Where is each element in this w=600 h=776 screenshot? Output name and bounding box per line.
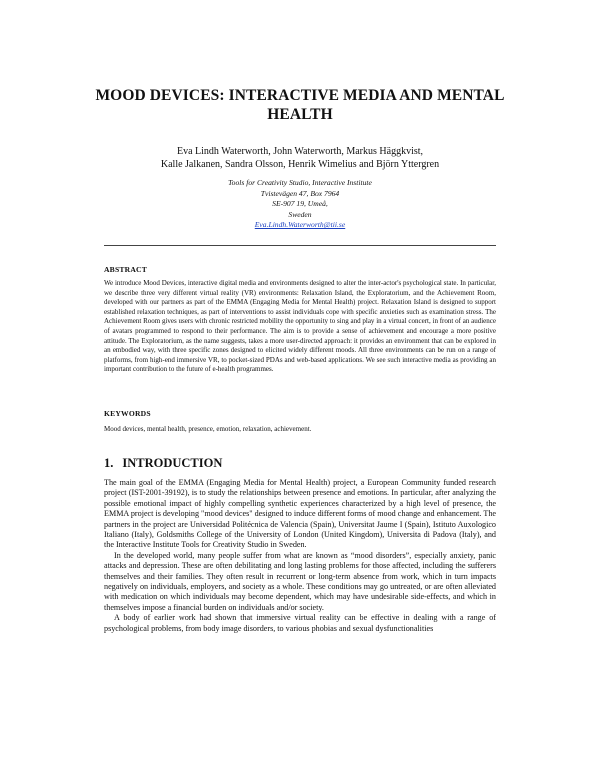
body-paragraph: In the developed world, many people suffer from what are known as “mood disorders”, especially anxiety, panic attacks and depression. These are often debilitating and long lasting problems for those affected, including the sufferers themselves and their families. They often result in recurrent or long-term absence from work, which in turn impacts negatively on individuals, employers, and society as a whole. These conditions may go untreated, or are often alleviated with medication on which individuals may become dependent, which may have undesirable side-effects, and which in themselves impose a financial burden on individuals and/or society.	[104, 550, 496, 612]
section-number: 1.	[104, 456, 114, 470]
paper-title	[60, 86, 540, 124]
abstract-text: We introduce Mood Devices, interactive digital media and environments designed to alter the inter-actor's psychological state. In particular, we describe three very different virtual reality (VR) environments: Relaxation Island, the Exploratorium, and the Achievement Room, developed with our partners as part of the EMMA (Engaging Media for Mental Health) project. Relaxation Island is designed to support established relaxation techniques, as part of interventions to assist individuals cope with specific anxieties such as examination stress. The Achievement Room gives users with chronic restricted mobility the opportunity to sing and play in a virtual concert, in front of an audience of avatars programmed to respond to their performance. The aim is to provide a sense of achievement and encourage a more positive attitude. The Exploratorium, as the name suggests, takes a more user-directed approach: it provides an environment that can be explored in an embodied way, with three specific zones designed to elicited widely different moods. All three environments can be run on a range of platforms, from high-end immersive VR, to pocket-sized PDAs and web-based applications. We see such interactive media as providing an important contribution to the future of e-health programmes.	[104, 279, 496, 374]
authors-line-1: Eva Lindh Waterworth, John Waterworth, Markus Häggkvist,	[176, 146, 424, 157]
title-line-1: MOOD DEVICES: INTERACTIVE MEDIA AND MENTAL	[95, 87, 505, 104]
section-title: INTRODUCTION	[122, 456, 223, 470]
abstract-heading: ABSTRACT	[104, 265, 147, 274]
introduction-body	[104, 478, 496, 634]
authors-line-2: Kalle Jalkanen, Sandra Olsson, Henrik Wimelius and Björn Yttergren	[160, 158, 440, 170]
affiliation-country: Sweden	[288, 209, 312, 219]
section-divider	[104, 245, 496, 246]
author-email-link[interactable]: Eva.Lindh.Waterworth@tii.se	[254, 220, 346, 230]
affiliation-org: Tools for Creativity Studio, Interactive Institute	[228, 178, 372, 187]
title-line-2: HEALTH	[267, 106, 333, 123]
keywords-text: Mood devices, mental health, presence, emotion, relaxation, achievement.	[104, 425, 312, 433]
body-paragraph: The main goal of the EMMA (Engaging Media for Mental Health) project, a European Community funded research project (IST-2001-39192), is to study the relationships between presence and emotions. In particular, after analyzing the possible emotional impact of highly compelling synthetic experiences characterized by a high level of presence, the EMMA project is developing "mood devices" designed to induce different forms of mood change and enhancement. The partners in the project are Universidad Politécnica de Valencia (Spain), Universitat Jaume I (Spain), Istituto Auxologico Italiano (Italy), Goldsmiths College of the University of London (United Kingdom), Universita di Padova (Italy), and the Interactive Institute Tools for Creativity Studio in Sweden.	[104, 478, 496, 550]
affiliation-city: SE-907 19, Umeå,	[272, 199, 328, 209]
body-paragraph: A body of earlier work had shown that immersive virtual reality can be effective in dealing with a range of psychological problems, from body image disorders, to various phobias and sexual dysfunctionalities	[104, 613, 496, 633]
introduction-heading	[104, 456, 222, 471]
keywords-heading: KEYWORDS	[104, 409, 151, 418]
affiliation-block	[60, 178, 540, 231]
affiliation-street: Tvistevägen 47, Box 7964	[260, 188, 340, 198]
author-list	[60, 146, 540, 171]
